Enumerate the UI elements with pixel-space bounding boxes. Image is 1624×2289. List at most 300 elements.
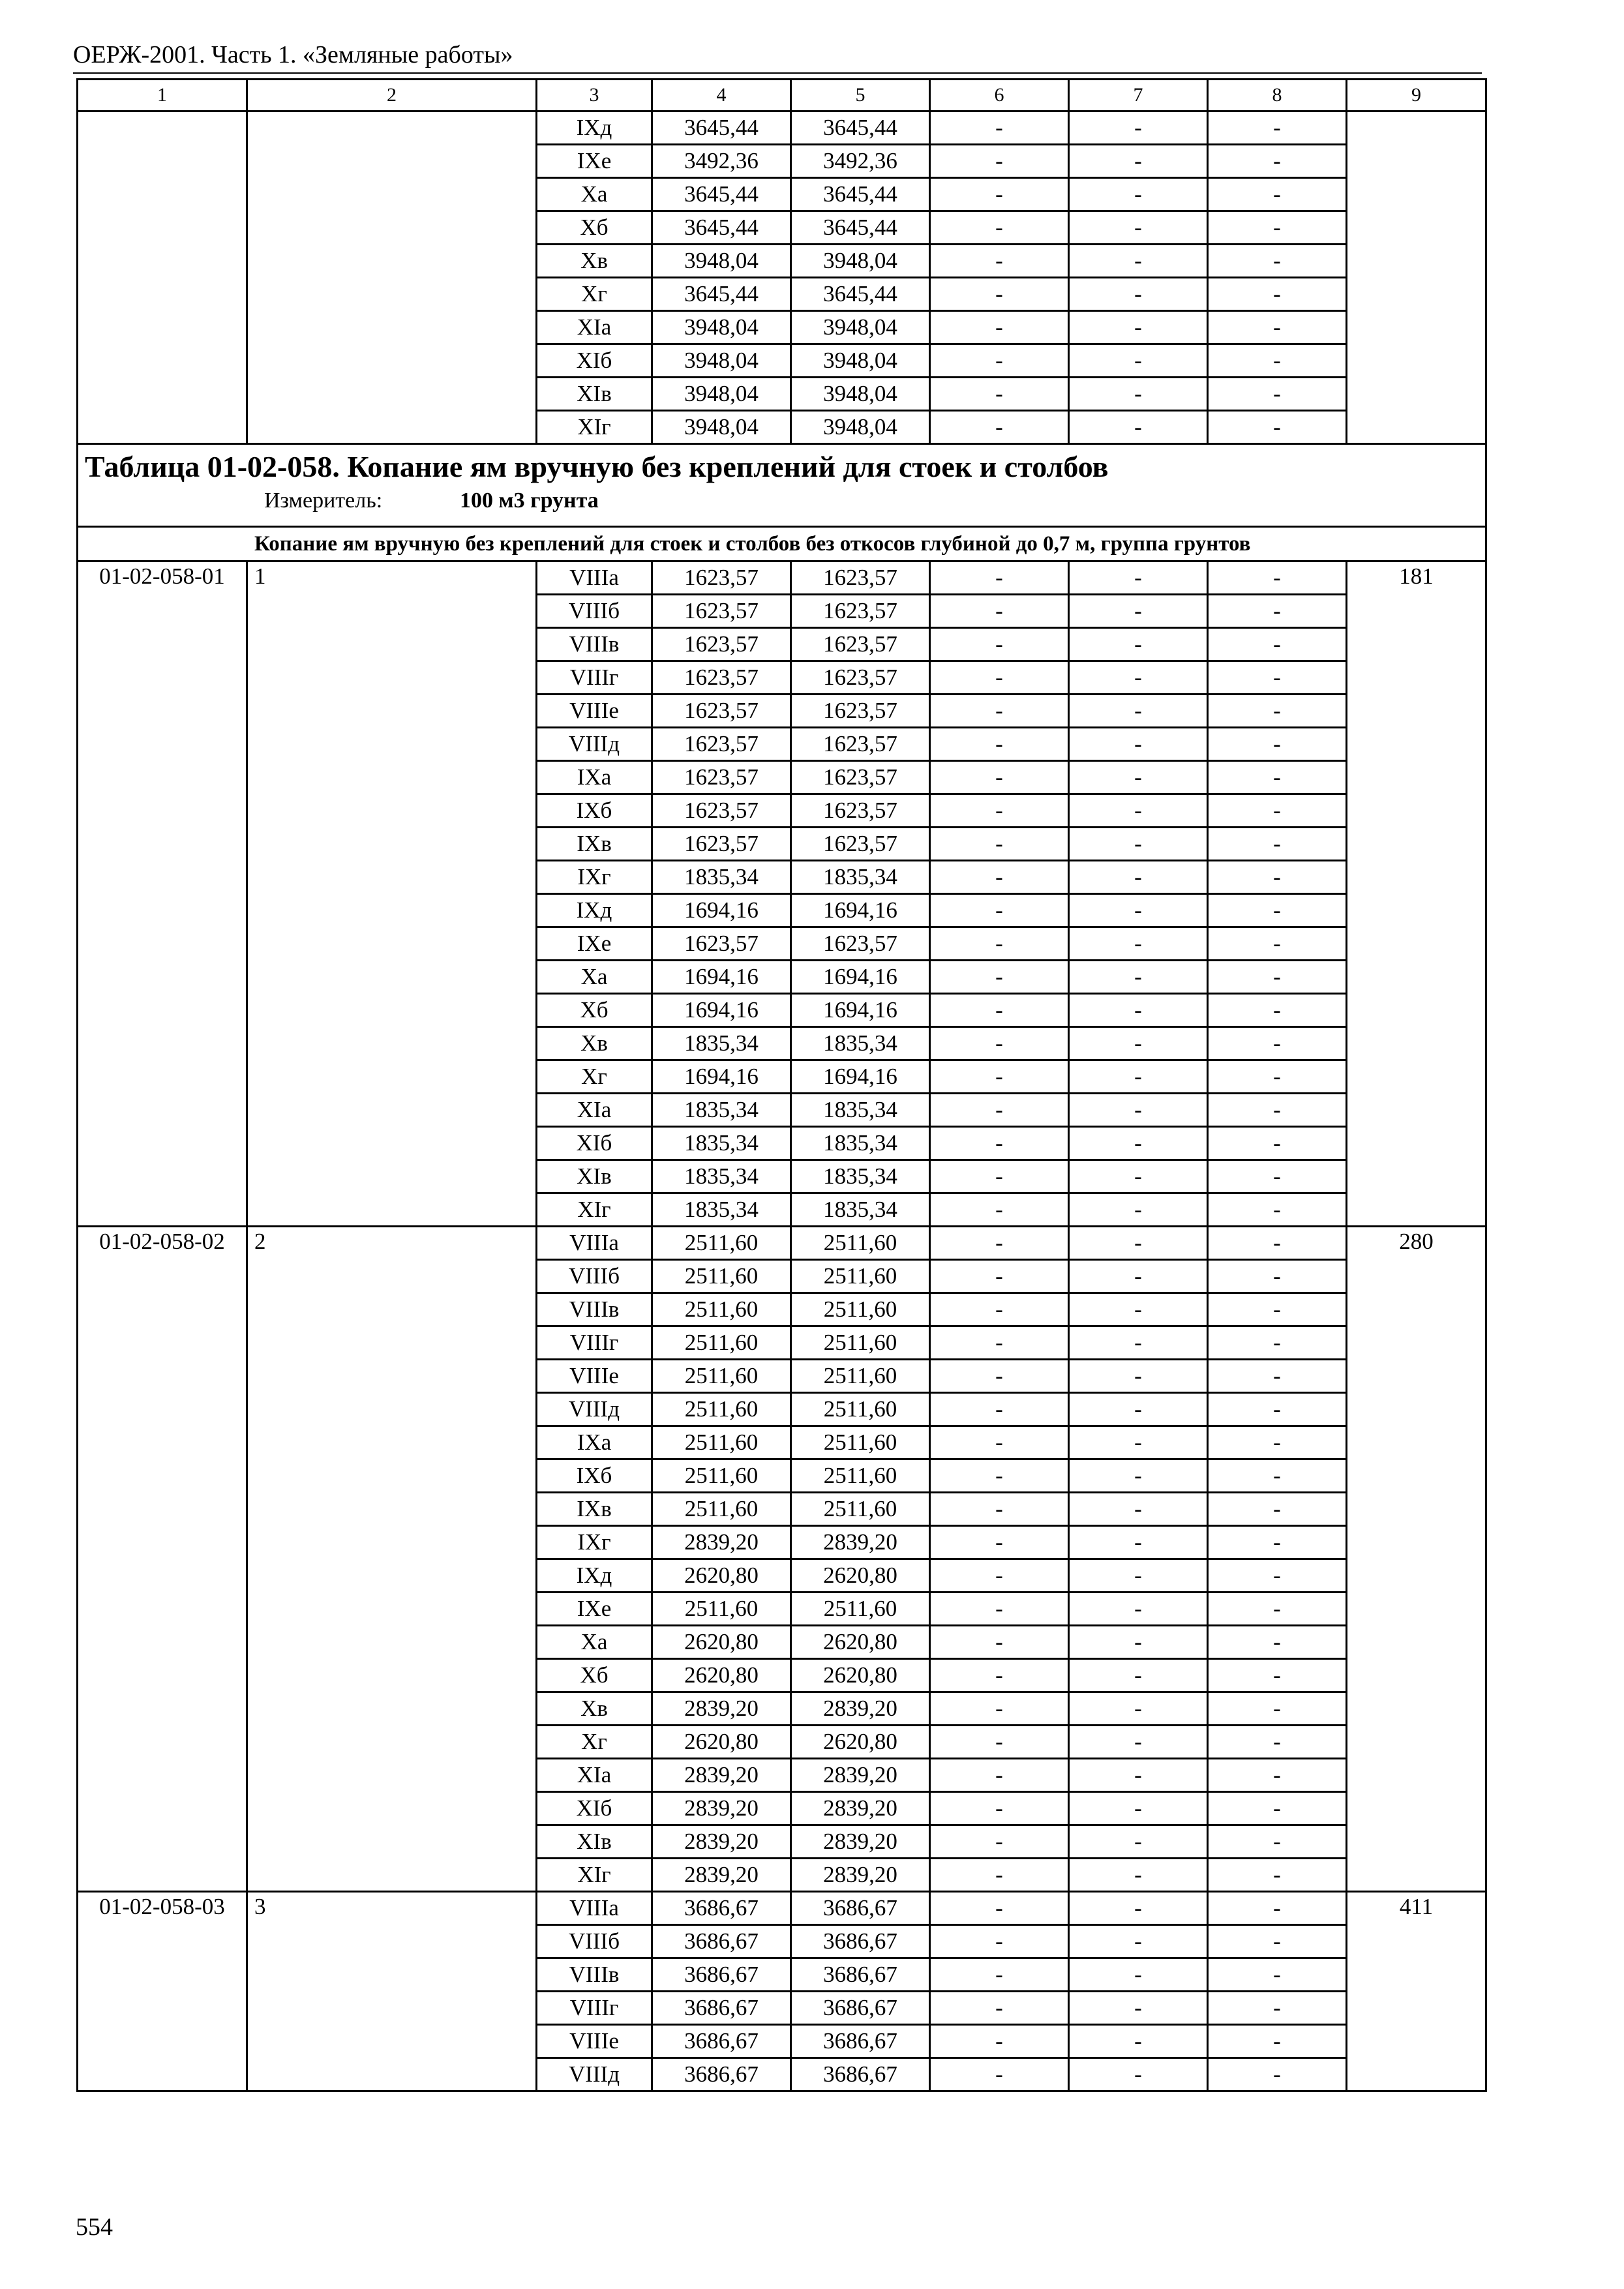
table-row bbox=[78, 1227, 1486, 1260]
soil-group-cell: Xб bbox=[537, 1659, 652, 1692]
soil-group-cell: XIв bbox=[537, 1825, 652, 1859]
item-number-cell bbox=[247, 1360, 537, 1393]
materials-cell: - bbox=[1208, 1326, 1347, 1360]
code-cell bbox=[78, 894, 247, 927]
code-cell bbox=[78, 1559, 247, 1593]
machines-cell: - bbox=[930, 1193, 1069, 1227]
item-number-cell bbox=[247, 961, 537, 994]
salary-cell: 2511,60 bbox=[791, 1459, 930, 1493]
materials-cell: - bbox=[1208, 1393, 1347, 1426]
header-rule bbox=[73, 72, 1482, 74]
machinists-salary-cell: - bbox=[1069, 1726, 1208, 1759]
table-row bbox=[78, 695, 1486, 728]
code-cell bbox=[78, 378, 247, 411]
machinists-salary-cell: - bbox=[1069, 1027, 1208, 1060]
machinists-salary-cell: - bbox=[1069, 661, 1208, 695]
table-row bbox=[78, 828, 1486, 861]
soil-group-cell: VIIIд bbox=[537, 1393, 652, 1426]
table-row bbox=[78, 178, 1486, 211]
item-number-cell bbox=[247, 378, 537, 411]
code-9-cell bbox=[1347, 661, 1486, 695]
table-row bbox=[78, 411, 1486, 444]
machinists-salary-cell: - bbox=[1069, 344, 1208, 378]
item-number-cell bbox=[247, 1326, 537, 1360]
materials-cell: - bbox=[1208, 245, 1347, 278]
machines-cell: - bbox=[930, 378, 1069, 411]
item-number-cell bbox=[247, 661, 537, 695]
machines-cell: - bbox=[930, 2025, 1069, 2058]
code-cell bbox=[78, 828, 247, 861]
price-cell: 1835,34 bbox=[652, 1193, 791, 1227]
code-cell bbox=[78, 1526, 247, 1559]
table-row bbox=[78, 1293, 1486, 1326]
item-number-cell bbox=[247, 1459, 537, 1493]
materials-cell: - bbox=[1208, 344, 1347, 378]
soil-group-cell: IXд bbox=[537, 1559, 652, 1593]
machines-cell: - bbox=[930, 1859, 1069, 1892]
salary-cell: 1694,16 bbox=[791, 1060, 930, 1094]
code-9-cell bbox=[1347, 828, 1486, 861]
salary-cell: 2511,60 bbox=[791, 1426, 930, 1459]
salary-cell: 1623,57 bbox=[791, 695, 930, 728]
price-cell: 1623,57 bbox=[652, 828, 791, 861]
salary-cell: 2511,60 bbox=[791, 1326, 930, 1360]
code-9-cell: 411 bbox=[1347, 1892, 1486, 1925]
materials-cell: - bbox=[1208, 927, 1347, 961]
materials-cell: - bbox=[1208, 278, 1347, 311]
soil-group-cell: XIа bbox=[537, 1759, 652, 1792]
soil-group-cell: VIIIг bbox=[537, 1326, 652, 1360]
code-cell bbox=[78, 661, 247, 695]
code-9-cell bbox=[1347, 1459, 1486, 1493]
machinists-salary-cell: - bbox=[1069, 1825, 1208, 1859]
soil-group-cell: VIIIв bbox=[537, 628, 652, 661]
machines-cell: - bbox=[930, 1060, 1069, 1094]
salary-cell: 2620,80 bbox=[791, 1659, 930, 1692]
soil-group-cell: XIа bbox=[537, 311, 652, 344]
code-cell bbox=[78, 1193, 247, 1227]
materials-cell: - bbox=[1208, 2058, 1347, 2091]
machines-cell: - bbox=[930, 1493, 1069, 1526]
item-number-cell: 1 bbox=[247, 561, 537, 595]
table-row bbox=[78, 2058, 1486, 2091]
machinists-salary-cell: - bbox=[1069, 411, 1208, 444]
machinists-salary-cell: - bbox=[1069, 828, 1208, 861]
item-number-cell bbox=[247, 1493, 537, 1526]
code-cell bbox=[78, 1360, 247, 1393]
price-cell: 1623,57 bbox=[652, 927, 791, 961]
machines-cell: - bbox=[930, 1293, 1069, 1326]
code-cell bbox=[78, 411, 247, 444]
materials-cell: - bbox=[1208, 1293, 1347, 1326]
machines-cell: - bbox=[930, 1759, 1069, 1792]
machines-cell: - bbox=[930, 1360, 1069, 1393]
code-9-cell bbox=[1347, 1992, 1486, 2025]
machinists-salary-cell: - bbox=[1069, 311, 1208, 344]
price-cell: 2839,20 bbox=[652, 1526, 791, 1559]
soil-group-cell: XIв bbox=[537, 1160, 652, 1193]
materials-cell: - bbox=[1208, 211, 1347, 245]
code-9-cell bbox=[1347, 894, 1486, 927]
item-number-cell bbox=[247, 794, 537, 828]
soil-group-cell: VIIIб bbox=[537, 1925, 652, 1958]
table-row bbox=[78, 561, 1486, 595]
price-cell: 1694,16 bbox=[652, 961, 791, 994]
materials-cell: - bbox=[1208, 1759, 1347, 1792]
materials-cell: - bbox=[1208, 994, 1347, 1027]
machinists-salary-cell: - bbox=[1069, 1060, 1208, 1094]
materials-cell: - bbox=[1208, 1160, 1347, 1193]
price-cell: 3686,67 bbox=[652, 1892, 791, 1925]
machinists-salary-cell: - bbox=[1069, 1459, 1208, 1493]
salary-cell: 1694,16 bbox=[791, 894, 930, 927]
machines-cell: - bbox=[930, 211, 1069, 245]
materials-cell: - bbox=[1208, 728, 1347, 761]
materials-cell: - bbox=[1208, 1526, 1347, 1559]
machinists-salary-cell: - bbox=[1069, 894, 1208, 927]
soil-group-cell: VIIIг bbox=[537, 1992, 652, 2025]
soil-group-cell: VIIIд bbox=[537, 2058, 652, 2091]
item-number-cell bbox=[247, 1593, 537, 1626]
price-cell: 3645,44 bbox=[652, 278, 791, 311]
machinists-salary-cell: - bbox=[1069, 1326, 1208, 1360]
salary-cell: 1623,57 bbox=[791, 628, 930, 661]
table-title: Таблица 01-02-058. Копание ям вручную без креплений для стоек и столбов bbox=[85, 450, 1109, 483]
machinists-salary-cell: - bbox=[1069, 794, 1208, 828]
price-cell: 1694,16 bbox=[652, 1060, 791, 1094]
salary-cell: 2511,60 bbox=[791, 1260, 930, 1293]
salary-cell: 3948,04 bbox=[791, 411, 930, 444]
column-number-cell: 5 bbox=[791, 80, 930, 112]
machines-cell: - bbox=[930, 1559, 1069, 1593]
soil-group-cell: Xа bbox=[537, 178, 652, 211]
code-cell: 01-02-058-02 bbox=[78, 1227, 247, 1260]
code-cell bbox=[78, 1859, 247, 1892]
item-number-cell bbox=[247, 344, 537, 378]
code-9-cell: 181 bbox=[1347, 561, 1486, 595]
code-9-cell bbox=[1347, 961, 1486, 994]
table-row bbox=[78, 761, 1486, 794]
machines-cell: - bbox=[930, 595, 1069, 628]
machines-cell: - bbox=[930, 311, 1069, 344]
code-9-cell bbox=[1347, 1260, 1486, 1293]
salary-cell: 2511,60 bbox=[791, 1393, 930, 1426]
soil-group-cell: XIб bbox=[537, 344, 652, 378]
table-body bbox=[78, 80, 1486, 2091]
table-row bbox=[78, 1160, 1486, 1193]
item-number-cell bbox=[247, 1426, 537, 1459]
machines-cell: - bbox=[930, 1593, 1069, 1626]
materials-cell: - bbox=[1208, 695, 1347, 728]
soil-group-cell: VIIIе bbox=[537, 2025, 652, 2058]
machines-cell: - bbox=[930, 1892, 1069, 1925]
machines-cell: - bbox=[930, 1526, 1069, 1559]
machinists-salary-cell: - bbox=[1069, 1260, 1208, 1293]
code-9-cell bbox=[1347, 994, 1486, 1027]
code-cell bbox=[78, 1094, 247, 1127]
machinists-salary-cell: - bbox=[1069, 595, 1208, 628]
code-cell bbox=[78, 927, 247, 961]
materials-cell: - bbox=[1208, 561, 1347, 595]
materials-cell: - bbox=[1208, 661, 1347, 695]
code-cell bbox=[78, 794, 247, 828]
price-cell: 2839,20 bbox=[652, 1759, 791, 1792]
code-cell bbox=[78, 628, 247, 661]
item-number-cell bbox=[247, 1559, 537, 1593]
materials-cell: - bbox=[1208, 1493, 1347, 1526]
machinists-salary-cell: - bbox=[1069, 1526, 1208, 1559]
table-title-row bbox=[78, 444, 1486, 527]
salary-cell: 1835,34 bbox=[791, 1027, 930, 1060]
item-number-cell bbox=[247, 761, 537, 794]
salary-cell: 1835,34 bbox=[791, 861, 930, 894]
item-number-cell bbox=[247, 728, 537, 761]
code-9-cell bbox=[1347, 1426, 1486, 1459]
machines-cell: - bbox=[930, 1659, 1069, 1692]
code-cell bbox=[78, 344, 247, 378]
machinists-salary-cell: - bbox=[1069, 927, 1208, 961]
price-cell: 2620,80 bbox=[652, 1559, 791, 1593]
machinists-salary-cell: - bbox=[1069, 628, 1208, 661]
soil-group-cell: Xг bbox=[537, 1726, 652, 1759]
price-cell: 1623,57 bbox=[652, 695, 791, 728]
code-9-cell: 280 bbox=[1347, 1227, 1486, 1260]
machinists-salary-cell: - bbox=[1069, 1958, 1208, 1992]
code-cell bbox=[78, 1626, 247, 1659]
machines-cell: - bbox=[930, 728, 1069, 761]
salary-cell: 2839,20 bbox=[791, 1526, 930, 1559]
machines-cell: - bbox=[930, 1027, 1069, 1060]
code-9-cell bbox=[1347, 1526, 1486, 1559]
salary-cell: 3686,67 bbox=[791, 1892, 930, 1925]
price-table bbox=[76, 78, 1487, 2092]
machinists-salary-cell: - bbox=[1069, 112, 1208, 145]
code-cell bbox=[78, 1726, 247, 1759]
soil-group-cell: IXб bbox=[537, 794, 652, 828]
column-number-cell: 9 bbox=[1347, 80, 1486, 112]
code-9-cell bbox=[1347, 794, 1486, 828]
item-number-cell bbox=[247, 1626, 537, 1659]
price-cell: 2839,20 bbox=[652, 1825, 791, 1859]
code-9-cell bbox=[1347, 1360, 1486, 1393]
column-number-cell: 2 bbox=[247, 80, 537, 112]
code-9-cell bbox=[1347, 1759, 1486, 1792]
column-number-row bbox=[78, 80, 1486, 112]
price-cell: 3645,44 bbox=[652, 178, 791, 211]
soil-group-cell: VIIIв bbox=[537, 1958, 652, 1992]
materials-cell: - bbox=[1208, 1659, 1347, 1692]
machines-cell: - bbox=[930, 1726, 1069, 1759]
price-cell: 2511,60 bbox=[652, 1227, 791, 1260]
table-row bbox=[78, 1426, 1486, 1459]
soil-group-cell: Xв bbox=[537, 1027, 652, 1060]
price-cell: 2511,60 bbox=[652, 1326, 791, 1360]
salary-cell: 1835,34 bbox=[791, 1127, 930, 1160]
salary-cell: 3645,44 bbox=[791, 178, 930, 211]
price-cell: 2511,60 bbox=[652, 1593, 791, 1626]
soil-group-cell: VIIIе bbox=[537, 1360, 652, 1393]
soil-group-cell: IXд bbox=[537, 112, 652, 145]
table-row bbox=[78, 245, 1486, 278]
materials-cell: - bbox=[1208, 1459, 1347, 1493]
machinists-salary-cell: - bbox=[1069, 695, 1208, 728]
machinists-salary-cell: - bbox=[1069, 1227, 1208, 1260]
column-number-cell: 8 bbox=[1208, 80, 1347, 112]
price-cell: 3686,67 bbox=[652, 2058, 791, 2091]
code-cell bbox=[78, 1659, 247, 1692]
salary-cell: 2511,60 bbox=[791, 1227, 930, 1260]
price-cell: 2620,80 bbox=[652, 1726, 791, 1759]
table-row bbox=[78, 1692, 1486, 1726]
price-cell: 1623,57 bbox=[652, 561, 791, 595]
table-row bbox=[78, 1825, 1486, 1859]
price-cell: 2620,80 bbox=[652, 1626, 791, 1659]
code-9-cell bbox=[1347, 861, 1486, 894]
item-number-cell bbox=[247, 1127, 537, 1160]
code-9-cell bbox=[1347, 1060, 1486, 1094]
code-cell bbox=[78, 994, 247, 1027]
table-row bbox=[78, 794, 1486, 828]
salary-cell: 2839,20 bbox=[791, 1859, 930, 1892]
machinists-salary-cell: - bbox=[1069, 245, 1208, 278]
salary-cell: 1835,34 bbox=[791, 1094, 930, 1127]
table-row bbox=[78, 145, 1486, 178]
item-number-cell bbox=[247, 112, 537, 145]
code-9-cell bbox=[1347, 278, 1486, 311]
materials-cell: - bbox=[1208, 1825, 1347, 1859]
salary-cell: 3645,44 bbox=[791, 278, 930, 311]
item-number-cell bbox=[247, 145, 537, 178]
item-number-cell bbox=[247, 1094, 537, 1127]
table-row bbox=[78, 1326, 1486, 1360]
price-cell: 3686,67 bbox=[652, 2025, 791, 2058]
machines-cell: - bbox=[930, 245, 1069, 278]
soil-group-cell: IXе bbox=[537, 1593, 652, 1626]
table-row bbox=[78, 378, 1486, 411]
item-number-cell bbox=[247, 1925, 537, 1958]
materials-cell: - bbox=[1208, 1958, 1347, 1992]
table-row bbox=[78, 1459, 1486, 1493]
materials-cell: - bbox=[1208, 2025, 1347, 2058]
salary-cell: 3948,04 bbox=[791, 311, 930, 344]
table-row bbox=[78, 1094, 1486, 1127]
price-cell: 2839,20 bbox=[652, 1692, 791, 1726]
item-number-cell: 3 bbox=[247, 1892, 537, 1925]
code-cell bbox=[78, 2058, 247, 2091]
table-row bbox=[78, 1593, 1486, 1626]
table-row bbox=[78, 1792, 1486, 1825]
price-cell: 3948,04 bbox=[652, 411, 791, 444]
table-subtitle-row bbox=[78, 527, 1486, 561]
salary-cell: 1623,57 bbox=[791, 761, 930, 794]
table-row bbox=[78, 112, 1486, 145]
price-cell: 2511,60 bbox=[652, 1293, 791, 1326]
code-cell bbox=[78, 1593, 247, 1626]
code-cell bbox=[78, 1260, 247, 1293]
salary-cell: 3948,04 bbox=[791, 344, 930, 378]
price-cell: 2839,20 bbox=[652, 1859, 791, 1892]
code-9-cell bbox=[1347, 1393, 1486, 1426]
machinists-salary-cell: - bbox=[1069, 561, 1208, 595]
code-9-cell bbox=[1347, 2025, 1486, 2058]
code-cell bbox=[78, 1925, 247, 1958]
price-cell: 3686,67 bbox=[652, 1958, 791, 1992]
column-number-cell: 1 bbox=[78, 80, 247, 112]
materials-cell: - bbox=[1208, 178, 1347, 211]
soil-group-cell: Xв bbox=[537, 1692, 652, 1726]
code-cell: 01-02-058-03 bbox=[78, 1892, 247, 1925]
price-cell: 3686,67 bbox=[652, 1992, 791, 2025]
materials-cell: - bbox=[1208, 794, 1347, 828]
code-9-cell bbox=[1347, 1726, 1486, 1759]
machines-cell: - bbox=[930, 894, 1069, 927]
machines-cell: - bbox=[930, 2058, 1069, 2091]
code-9-cell bbox=[1347, 411, 1486, 444]
soil-group-cell: XIб bbox=[537, 1127, 652, 1160]
machinists-salary-cell: - bbox=[1069, 1593, 1208, 1626]
materials-cell: - bbox=[1208, 1260, 1347, 1293]
soil-group-cell: IXв bbox=[537, 828, 652, 861]
code-cell bbox=[78, 1759, 247, 1792]
salary-cell: 3686,67 bbox=[791, 1958, 930, 1992]
table-row bbox=[78, 1759, 1486, 1792]
soil-group-cell: XIв bbox=[537, 378, 652, 411]
soil-group-cell: XIг bbox=[537, 411, 652, 444]
salary-cell: 1623,57 bbox=[791, 828, 930, 861]
price-cell: 1835,34 bbox=[652, 1127, 791, 1160]
item-number-cell bbox=[247, 1759, 537, 1792]
table-row bbox=[78, 311, 1486, 344]
soil-group-cell: VIIIе bbox=[537, 695, 652, 728]
machinists-salary-cell: - bbox=[1069, 178, 1208, 211]
materials-cell: - bbox=[1208, 1925, 1347, 1958]
machinists-salary-cell: - bbox=[1069, 1859, 1208, 1892]
code-9-cell bbox=[1347, 1925, 1486, 1958]
price-cell: 1623,57 bbox=[652, 661, 791, 695]
item-number-cell bbox=[247, 828, 537, 861]
item-number-cell bbox=[247, 1293, 537, 1326]
code-cell bbox=[78, 728, 247, 761]
code-cell bbox=[78, 211, 247, 245]
code-9-cell bbox=[1347, 1027, 1486, 1060]
machinists-salary-cell: - bbox=[1069, 1992, 1208, 2025]
code-9-cell bbox=[1347, 245, 1486, 278]
salary-cell: 2620,80 bbox=[791, 1559, 930, 1593]
code-cell bbox=[78, 1060, 247, 1094]
machinists-salary-cell: - bbox=[1069, 1692, 1208, 1726]
soil-group-cell: VIIIд bbox=[537, 728, 652, 761]
soil-group-cell: XIг bbox=[537, 1859, 652, 1892]
machinists-salary-cell: - bbox=[1069, 1759, 1208, 1792]
materials-cell: - bbox=[1208, 311, 1347, 344]
salary-cell: 3645,44 bbox=[791, 112, 930, 145]
table-row bbox=[78, 894, 1486, 927]
table-row bbox=[78, 1027, 1486, 1060]
salary-cell: 1623,57 bbox=[791, 794, 930, 828]
machines-cell: - bbox=[930, 794, 1069, 828]
machinists-salary-cell: - bbox=[1069, 1559, 1208, 1593]
table-row bbox=[78, 1726, 1486, 1759]
materials-cell: - bbox=[1208, 1726, 1347, 1759]
machinists-salary-cell: - bbox=[1069, 2058, 1208, 2091]
item-number-cell bbox=[247, 1992, 537, 2025]
price-cell: 1623,57 bbox=[652, 595, 791, 628]
item-number-cell bbox=[247, 1859, 537, 1892]
price-cell: 2511,60 bbox=[652, 1360, 791, 1393]
code-cell bbox=[78, 695, 247, 728]
item-number-cell bbox=[247, 2058, 537, 2091]
code-cell bbox=[78, 1459, 247, 1493]
